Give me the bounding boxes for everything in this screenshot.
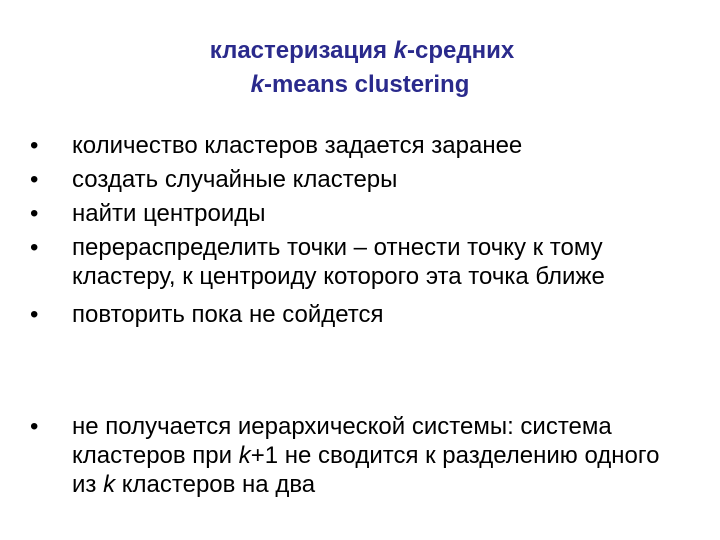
algorithm-steps-list <box>30 131 690 334</box>
bullet-icon: • <box>30 166 39 193</box>
title-ru-suffix: -средних <box>407 37 515 64</box>
title-ru-text: кластеризация <box>209 37 394 64</box>
bullet-icon: • <box>30 132 39 159</box>
title-line-english <box>0 68 720 102</box>
note-text-part1: не получается иерархической системы: система кластеров при <box>72 413 612 469</box>
list-item <box>30 199 690 228</box>
list-item <box>30 165 690 194</box>
bullet-icon: • <box>30 200 39 227</box>
list-item-text: количество кластеров задается заранее <box>72 132 523 159</box>
note-text-part3: кластеров на два <box>115 471 316 498</box>
title-en-text: -means clustering <box>263 71 470 98</box>
note-k-second: k <box>103 471 116 498</box>
title-line-russian <box>0 34 720 68</box>
list-item-text: найти центроиды <box>72 200 266 227</box>
list-item-text <box>72 413 659 498</box>
list-item <box>30 300 690 329</box>
bullet-icon: • <box>30 413 39 440</box>
bullet-icon: • <box>30 234 39 261</box>
title-en-k: k <box>250 71 264 98</box>
list-item <box>30 131 690 160</box>
limitation-note-list <box>30 412 690 504</box>
list-item <box>30 233 690 291</box>
list-item-text: перераспределить точки – отнести точку к тому кластеру, к центроиду которого эта точка ближе <box>72 234 605 290</box>
list-item-text: создать случайные кластеры <box>72 166 398 193</box>
note-k-first: k <box>238 442 251 469</box>
slide-title <box>0 34 720 102</box>
title-ru-k: k <box>393 37 408 64</box>
note-text-part2: +1 не сводится к разделению одного из <box>72 442 660 498</box>
bullet-icon: • <box>30 301 39 328</box>
list-item-text: повторить пока не сойдется <box>72 301 384 328</box>
list-item <box>30 412 690 499</box>
